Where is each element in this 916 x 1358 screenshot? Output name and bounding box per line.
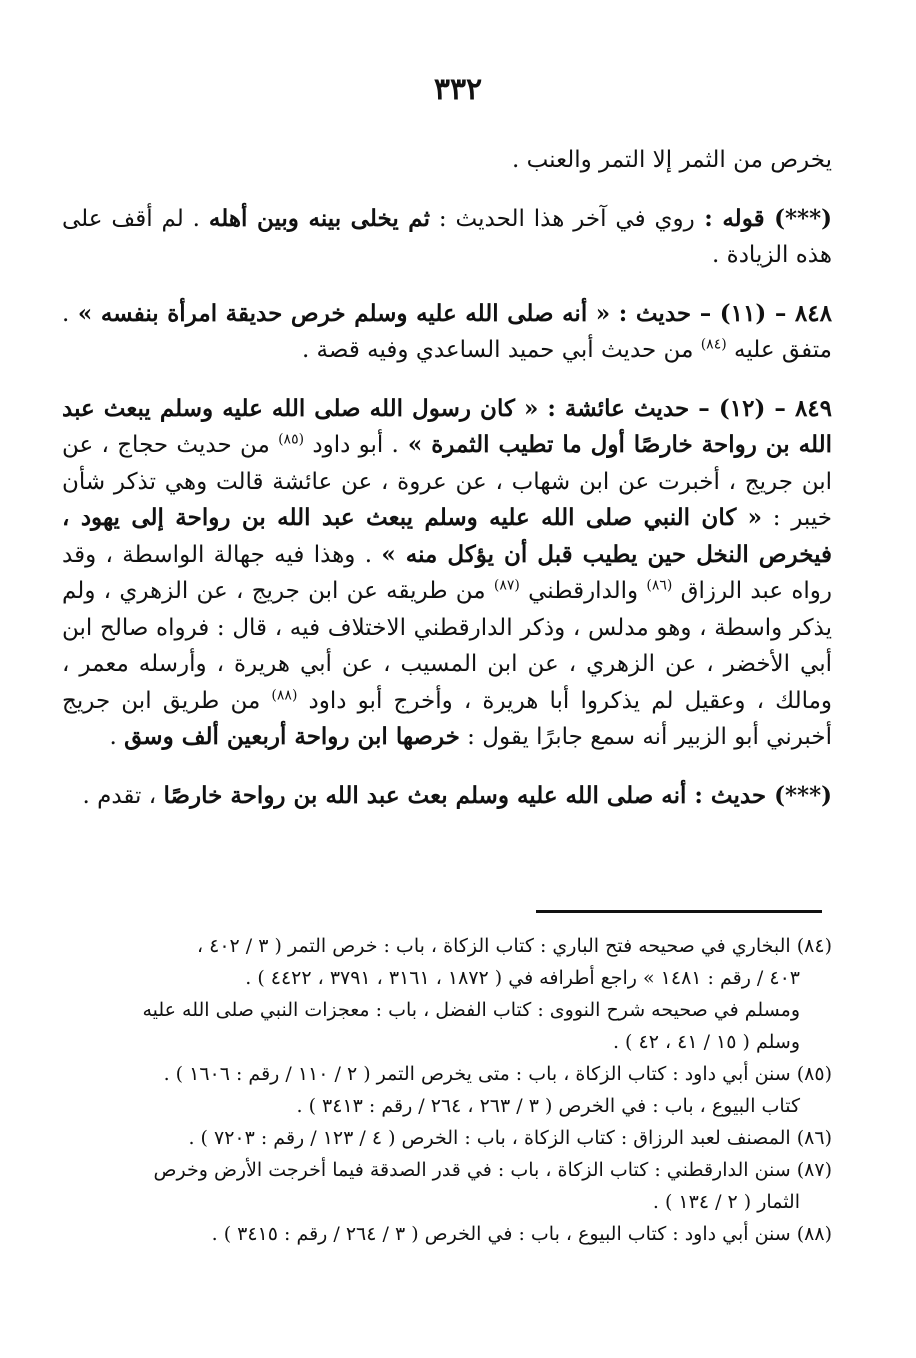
- hadith-849-t2: من حديث حجاج ، عن ابن جريج ، أخبرت عن ابن شهاب ، عن عروة ، عن عائشة قالت وهي تذكر شأن خيبر :: [62, 432, 832, 531]
- footnote-line: (٨٤) البخاري في صحيحه فتح الباري : كتاب الزكاة ، باب : خرص التمر ( ٣ / ٤٠٢ ،: [196, 935, 832, 957]
- footnote-line: (٨٥) سنن أبي داود : كتاب الزكاة ، باب : متى يخرص التمر ( ٢ / ١١٠ / رقم : ١٦٠٦ ) .: [163, 1063, 832, 1085]
- footnote-ref-88[interactable]: (٨٨): [271, 686, 298, 703]
- footnote-ref-87[interactable]: (٨٧): [493, 577, 520, 594]
- hadith-848-end: من حديث أبي حميد الساعدي وفيه قصة .: [301, 337, 701, 363]
- footnote-line: وسلم ( ١٥ / ٤١ ، ٤٢ ) .: [612, 1031, 800, 1053]
- hadith-849-jabir-quote: خرصها ابن رواحة أربعين ألف وسق: [124, 723, 460, 750]
- paragraph-5-end: ، تقدم .: [82, 782, 164, 809]
- paragraph-2-end: . لم أقف على هذه الزيادة .: [62, 205, 832, 268]
- paragraph-5: [62, 778, 832, 815]
- footnote-line: كتاب البيوع ، باب : في الخرص ( ٣ / ٢٦٣ ، ٢٦٤ / رقم : ٣٤١٣ ) .: [296, 1095, 800, 1117]
- hadith-849-t5: من طريقه عن ابن جريج ، عن الزهري ، ولم يذكر واسطة ، وهو مدلس ، وذكر الدارقطني الاختلاف فيه ، قال : فرواه صالح ابن أبي الأخضر ، عن الزهري ، عن ابن المسيب ، عن أبي هريرة ، وأرسله معمر ، ومالك ، وعقيل لم يذكروا أبا هريرة ، وأخرج أبو داود: [62, 578, 833, 714]
- footnote-line: (٨٧) سنن الدارقطني : كتاب الزكاة ، باب : في قدر الصدقة فيما أخرجت الأرض وخرص: [153, 1159, 832, 1181]
- hadith-849: [62, 391, 832, 756]
- hadith-849-t7: .: [109, 724, 125, 750]
- paragraph-5-bold: (***) حديث : أنه صلى الله عليه وسلم بعث عبد الله بن رواحة خارصًا: [163, 781, 832, 809]
- main-text: [62, 142, 832, 836]
- paragraph-2-bold: ثم يخلى بينه وبين أهله: [208, 204, 431, 232]
- footnote-line: ومسلم في صحيحه شرح النووى : كتاب الفضل ، باب : معجزات النبي صلى الله عليه: [142, 999, 800, 1021]
- footnote-divider: [536, 910, 822, 913]
- footnote-ref-85[interactable]: (٨٥): [278, 431, 305, 448]
- footnote-86: [62, 1122, 832, 1154]
- hadith-848: [62, 296, 832, 369]
- hadith-849-t4: والدارقطني: [519, 578, 647, 604]
- paragraph-2: [62, 201, 832, 274]
- footnote-84: [62, 930, 832, 1058]
- hadith-849-t6: من طريق ابن جريج أخبرني أبو الزبير أنه سمع جابرًا يقول :: [62, 687, 832, 750]
- hadith-849-t3: . وهذا فيه جهالة الواسطة ، وقد رواه عبد الرزاق: [62, 541, 832, 604]
- paragraph-1: [62, 142, 832, 179]
- paragraph-2-mid: روي في آخر هذا الحديث :: [430, 205, 695, 232]
- hadith-849-t1: . أبو داود: [304, 432, 399, 458]
- page-number: ٣٣٢: [433, 72, 483, 107]
- footnote-ref-86[interactable]: (٨٦): [646, 577, 673, 594]
- hadith-849-quote: « كان النبي صلى الله عليه وسلم يبعث عبد الله بن رواحة إلى يهود ، فيخرص النخل حين يطيب قبل أن يؤكل منه »: [62, 504, 833, 568]
- footnote-ref-84[interactable]: (٨٤): [700, 336, 727, 353]
- footnote-line: (٨٦) المصنف لعبد الرزاق : كتاب الزكاة ، باب : الخرص ( ٤ / ١٢٣ / رقم : ٧٢٠٣ ) .: [188, 1127, 832, 1149]
- footnote-88: [62, 1218, 832, 1250]
- paragraph-1-text: يخرص من الثمر إلا التمر والعنب .: [511, 147, 832, 173]
- hadith-849-lead: ٨٤٩ – (١٢) – حديث عائشة : « كان رسول الله صلى الله عليه وسلم يبعث عبد الله بن رواحة خارصًا أول ما تطيب الثمرة »: [62, 394, 833, 458]
- footnote-line: ٤٠٣ / رقم : ١٤٨١ » راجع أطرافه في ( ١٨٧٢ ، ٣١٦١ ، ٣٧٩١ ، ٤٤٢٢ ) .: [245, 967, 800, 989]
- footnote-87: [62, 1154, 832, 1218]
- footnote-line: الثمار ( ٢ / ١٣٤ ) .: [652, 1191, 800, 1213]
- footnotes: [62, 930, 832, 1250]
- footnote-line: (٨٨) سنن أبي داود : كتاب البيوع ، باب : في الخرص ( ٣ / ٢٦٤ / رقم : ٣٤١٥ ) .: [211, 1223, 832, 1245]
- paragraph-2-lead: (***) قوله :: [694, 204, 832, 232]
- hadith-848-lead: ٨٤٨ – (١١) – حديث : « أنه صلى الله عليه وسلم خرص حديقة امرأة بنفسه »: [69, 299, 832, 327]
- footnote-85: [62, 1058, 832, 1122]
- hadith-848-mid: . متفق عليه: [62, 300, 832, 363]
